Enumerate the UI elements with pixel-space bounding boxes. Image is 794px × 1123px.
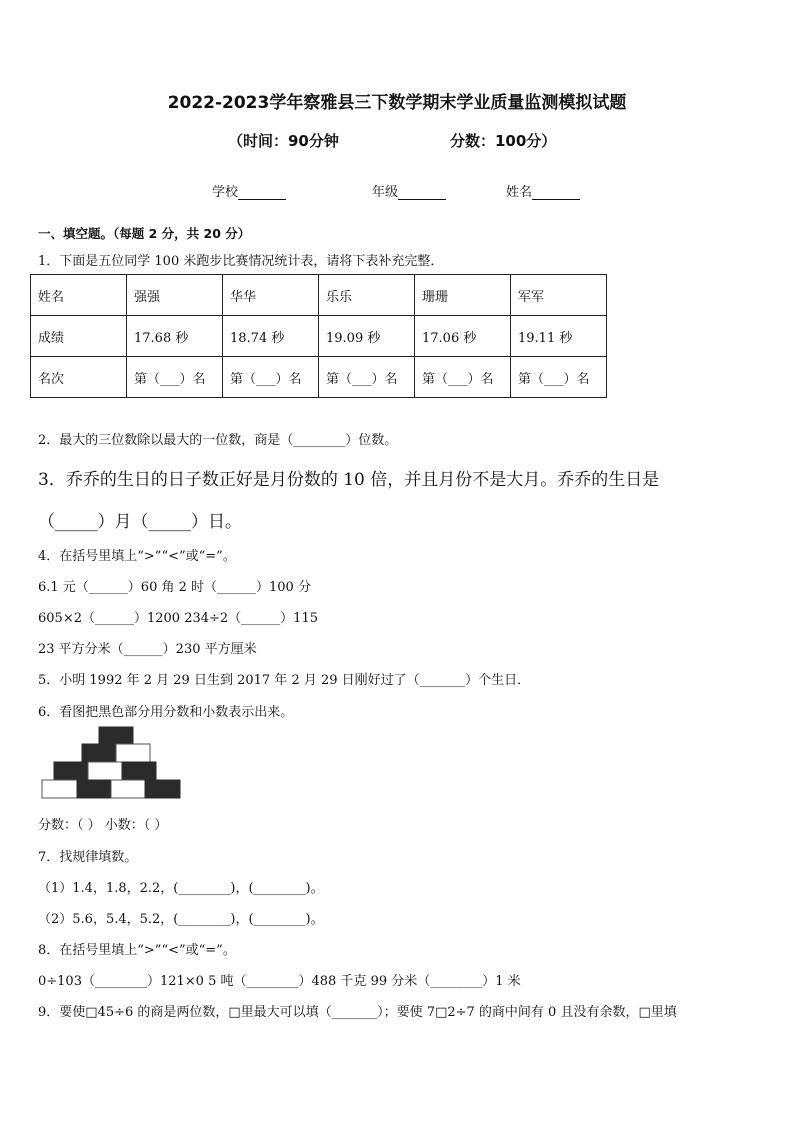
- table-row: [31, 316, 607, 357]
- rank-blank-cell[interactable]: 第（___）名: [319, 357, 415, 398]
- brick-black: [77, 780, 111, 798]
- exam-score: 分数：100分）: [450, 132, 557, 150]
- table-cell: 军军: [511, 275, 607, 316]
- table-cell: 19.09 秒: [319, 316, 415, 357]
- table-cell: 珊珊: [415, 275, 511, 316]
- question-8-part-a: 0÷103（________）121×0 5 吨（________）488 千克 99 分米（________）1 米: [38, 974, 521, 989]
- table-cell: 强强: [127, 275, 223, 316]
- brick-white: [116, 744, 150, 762]
- question-7-part-1: （1）1.4，1.8，2.2，(________)，(________)。: [38, 881, 324, 896]
- table-cell: 19.11 秒: [511, 316, 607, 357]
- brick-white: [42, 780, 77, 798]
- brick-black: [54, 762, 88, 780]
- name-field[interactable]: 姓名: [506, 181, 580, 200]
- rank-blank-cell[interactable]: 第（___）名: [223, 357, 319, 398]
- table-cell: 姓名: [31, 275, 127, 316]
- question-6-answer: 分数：（ ） 小数：（ ）: [38, 818, 168, 833]
- question-7: 7．找规律填数。: [38, 850, 138, 865]
- grade-blank[interactable]: [398, 187, 446, 200]
- table-cell: 18.74 秒: [223, 316, 319, 357]
- question-7-part-2: （2）5.6，5.4，5.2，(________)，(________)。: [38, 912, 324, 927]
- question-9: 9．要使□45÷6 的商是两位数，□里最大可以填（_______）；要使 7□2÷7 的商中间有 0 且没有余数，□里填: [38, 1005, 677, 1020]
- brick-white: [111, 780, 145, 798]
- race-stats-table: [30, 274, 607, 398]
- brick-black: [82, 744, 116, 762]
- question-6: 6．看图把黑色部分用分数和小数表示出来。: [38, 705, 294, 720]
- table-cell: 名次: [31, 357, 127, 398]
- question-2: 2．最大的三位数除以最大的一位数，商是（________）位数。: [38, 433, 398, 448]
- question-4: 4．在括号里填上“>”“<”或“=”。: [38, 549, 236, 564]
- table-cell: 17.68 秒: [127, 316, 223, 357]
- question-4-part-c: 23 平方分米（______）230 平方厘米: [38, 642, 257, 657]
- rank-blank-cell[interactable]: 第（___）名: [511, 357, 607, 398]
- table-cell: 华华: [223, 275, 319, 316]
- table-cell: 成绩: [31, 316, 127, 357]
- table-row: [31, 275, 607, 316]
- rank-blank-cell[interactable]: 第（___）名: [415, 357, 511, 398]
- brick-pyramid-figure: [41, 726, 181, 800]
- name-blank[interactable]: [532, 187, 580, 200]
- exam-subtitle: [228, 130, 557, 151]
- brick-black: [145, 780, 180, 798]
- question-8: 8．在括号里填上“>”“<”或“=”。: [38, 943, 236, 958]
- page-title: 2022-2023学年察雅县三下数学期末学业质量监测模拟试题: [167, 93, 627, 113]
- school-field[interactable]: 学校: [212, 181, 286, 200]
- question-3-line-1: 3．乔乔的生日的日子数正好是月份数的 10 倍，并且月份不是大月。乔乔的生日是: [38, 470, 660, 490]
- exam-time: （时间：90分钟: [228, 132, 339, 150]
- grade-field[interactable]: 年级: [372, 181, 446, 200]
- rank-blank-cell[interactable]: 第（___）名: [127, 357, 223, 398]
- brick-black: [122, 762, 156, 780]
- question-5: 5．小明 1992 年 2 月 29 日生到 2017 年 2 月 29 日刚好过了（_______）个生日．: [38, 673, 531, 688]
- brick-white: [88, 762, 122, 780]
- question-1: 1．下面是五位同学 100 米跑步比赛情况统计表，请将下表补充完整．: [38, 254, 444, 269]
- brick-black: [99, 727, 133, 744]
- table-row: [31, 357, 607, 398]
- section-heading: 一、填空题。（每题 2 分，共 20 分）: [38, 226, 251, 241]
- table-cell: 乐乐: [319, 275, 415, 316]
- question-4-part-a: 6.1 元（______）60 角 2 时（______）100 分: [38, 580, 311, 595]
- school-blank[interactable]: [238, 187, 286, 200]
- question-4-part-b: 605×2（______）1200 234÷2（______）115: [38, 611, 318, 626]
- question-3-line-2: （_____）月（_____）日。: [38, 512, 242, 532]
- table-cell: 17.06 秒: [415, 316, 511, 357]
